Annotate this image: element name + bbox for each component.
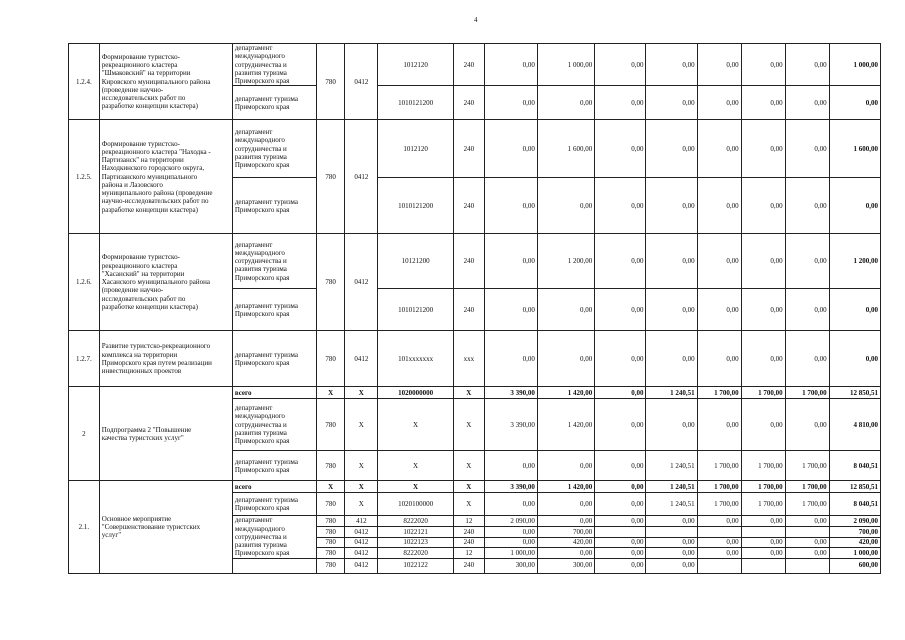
amount-cell: 0,00 (595, 234, 646, 289)
expense-type-cell: 240 (453, 44, 484, 86)
total-amount-cell: 1 600,00 (829, 120, 880, 178)
amount-cell (785, 558, 829, 573)
section-code-cell: 0412 (345, 120, 378, 234)
grbs-cell: X (316, 481, 345, 493)
amount-cell: 0,00 (537, 289, 594, 331)
amount-cell: 0,00 (741, 548, 785, 558)
amount-cell: 300,00 (537, 558, 594, 573)
measure-name-cell: Формирование туристско- рекреационного кластера "Хасанский" на территории Хасанского муниципального района (проведение научно- исследовательских работ по разработке концепции кластера) (99, 234, 232, 331)
amount-cell (697, 527, 741, 537)
total-amount-cell: 1 200,00 (829, 234, 880, 289)
amount-cell: 1 700,00 (697, 451, 741, 481)
grbs-cell: 780 (316, 120, 345, 234)
amount-cell: 0,00 (697, 86, 741, 120)
section-code-cell: X (345, 481, 378, 493)
amount-cell: 1 600,00 (537, 120, 594, 178)
amount-cell: 1 700,00 (741, 451, 785, 481)
section-code-cell: X (345, 399, 378, 451)
row-number-cell: 2 (69, 387, 100, 481)
expense-type-cell: X (453, 481, 484, 493)
amount-cell: 0,00 (697, 537, 741, 547)
amount-cell: 1 700,00 (741, 387, 785, 399)
amount-cell: 1 700,00 (741, 493, 785, 516)
amount-cell: 0,00 (785, 86, 829, 120)
target-article-cell: 1022122 (378, 558, 454, 573)
amount-cell: 0,00 (484, 537, 537, 547)
amount-cell: 0,00 (484, 493, 537, 516)
amount-cell: 0,00 (741, 120, 785, 178)
amount-cell: 1 240,51 (646, 451, 697, 481)
amount-cell: 0,00 (537, 178, 594, 234)
amount-cell (785, 527, 829, 537)
amount-cell: 0,00 (785, 548, 829, 558)
expense-type-cell: 240 (453, 86, 484, 120)
amount-cell: 0,00 (785, 234, 829, 289)
amount-cell: 0,00 (646, 331, 697, 387)
amount-cell: 0,00 (697, 516, 741, 527)
amount-cell: 0,00 (785, 399, 829, 451)
measure-name-cell: Основное мероприятие "Совершенствование туристских услуг" (99, 481, 232, 573)
expense-type-cell: xxx (453, 331, 484, 387)
amount-cell: 0,00 (484, 289, 537, 331)
total-amount-cell: 12 850,51 (829, 481, 880, 493)
table-row (69, 234, 881, 289)
expense-type-cell: 12 (453, 516, 484, 527)
amount-cell: 1 240,51 (646, 387, 697, 399)
grbs-cell: 780 (316, 493, 345, 516)
target-article-cell: 8222020 (378, 516, 454, 527)
target-article-cell: 1012120 (378, 120, 454, 178)
total-amount-cell: 8 040,51 (829, 451, 880, 481)
executor-cell: всего (232, 481, 316, 493)
expense-type-cell: 240 (453, 527, 484, 537)
executor-cell: департамент международного сотрудничества и развития туризма Приморского края (232, 120, 316, 178)
total-amount-cell: 1 000,00 (829, 44, 880, 86)
amount-cell: 0,00 (646, 558, 697, 573)
amount-cell: 0,00 (595, 516, 646, 527)
expense-type-cell: X (453, 493, 484, 516)
executor-cell (232, 558, 316, 573)
measure-name-cell: Развитие туристско-рекреационного комплекса на территории Приморского края путем реализации инвестиционных проектов (99, 331, 232, 387)
amount-cell (646, 527, 697, 537)
amount-cell: 2 090,00 (484, 516, 537, 527)
grbs-cell: 780 (316, 548, 345, 558)
section-code-cell: 0412 (345, 44, 378, 120)
amount-cell: 0,00 (537, 86, 594, 120)
amount-cell: 0,00 (595, 178, 646, 234)
executor-cell: департамент международного сотрудничества и развития туризма Приморского края (232, 516, 316, 558)
amount-cell: 1 700,00 (785, 387, 829, 399)
amount-cell: 0,00 (484, 234, 537, 289)
amount-cell: 0,00 (785, 178, 829, 234)
amount-cell (741, 558, 785, 573)
expense-type-cell: X (453, 399, 484, 451)
amount-cell: 0,00 (646, 516, 697, 527)
total-amount-cell: 12 850,51 (829, 387, 880, 399)
amount-cell: 0,00 (741, 234, 785, 289)
row-number-cell: 1.2.6. (69, 234, 100, 331)
amount-cell (595, 527, 646, 537)
amount-cell: 0,00 (646, 399, 697, 451)
measure-name-cell: Формирование туристско- рекреационного кластера "Шмаковский" на территории Кировского муниципального района (проведение научно- исследовательских работ по разработке концепции кластера) (99, 44, 232, 120)
target-article-cell: 1022121 (378, 527, 454, 537)
amount-cell: 1 700,00 (697, 387, 741, 399)
measure-name-cell: Формирование туристско- рекреационного кластера "Находка - Партизанск" на территории Находкинского городского округа, Партизанского муниципального района и Лазовского муниципального района (проведение научно-исследовательских работ по разработке концепции кластера) (99, 120, 232, 234)
expense-type-cell: X (453, 387, 484, 399)
total-amount-cell: 0,00 (829, 331, 880, 387)
grbs-cell: 780 (316, 331, 345, 387)
amount-cell: 0,00 (484, 178, 537, 234)
section-code-cell: 0412 (345, 527, 378, 537)
target-article-cell: 1020100000 (378, 493, 454, 516)
target-article-cell: X (378, 399, 454, 451)
amount-cell: 0,00 (785, 516, 829, 527)
amount-cell: 0,00 (595, 86, 646, 120)
total-amount-cell: 700,00 (829, 527, 880, 537)
amount-cell: 0,00 (646, 289, 697, 331)
amount-cell: 0,00 (595, 44, 646, 86)
budget-table (68, 43, 881, 574)
measure-name-cell: Подпрограмма 2 "Повышение качества туристских услуг" (99, 387, 232, 481)
amount-cell: 0,00 (646, 548, 697, 558)
amount-cell: 0,00 (741, 86, 785, 120)
amount-cell: 0,00 (741, 289, 785, 331)
total-amount-cell: 8 040,51 (829, 493, 880, 516)
amount-cell: 0,00 (741, 516, 785, 527)
amount-cell: 1 000,00 (484, 548, 537, 558)
amount-cell: 0,00 (595, 548, 646, 558)
target-article-cell: 1010121200 (378, 289, 454, 331)
executor-cell: департамент туризма Приморского края (232, 493, 316, 516)
amount-cell: 0,00 (595, 331, 646, 387)
amount-cell: 0,00 (697, 548, 741, 558)
executor-cell: департамент туризма Приморского края (232, 451, 316, 481)
expense-type-cell: 240 (453, 289, 484, 331)
amount-cell: 3 390,00 (484, 481, 537, 493)
executor-cell: департамент международного сотрудничества и развития туризма Приморского края (232, 399, 316, 451)
row-number-cell: 1.2.7. (69, 331, 100, 387)
amount-cell: 0,00 (484, 120, 537, 178)
row-number-cell: 2.1. (69, 481, 100, 573)
amount-cell (697, 558, 741, 573)
total-amount-cell: 600,00 (829, 558, 880, 573)
amount-cell: 0,00 (741, 178, 785, 234)
section-code-cell: 0412 (345, 537, 378, 547)
amount-cell: 0,00 (595, 289, 646, 331)
amount-cell: 1 000,00 (537, 44, 594, 86)
executor-cell: департамент туризма Приморского края (232, 331, 316, 387)
grbs-cell: 780 (316, 558, 345, 573)
amount-cell: 0,00 (646, 86, 697, 120)
amount-cell: 420,00 (537, 537, 594, 547)
amount-cell: 0,00 (595, 399, 646, 451)
section-code-cell: X (345, 493, 378, 516)
amount-cell: 1 700,00 (697, 493, 741, 516)
amount-cell: 0,00 (697, 331, 741, 387)
target-article-cell: 1010121200 (378, 178, 454, 234)
total-amount-cell: 4 810,00 (829, 399, 880, 451)
amount-cell: 0,00 (741, 44, 785, 86)
amount-cell: 0,00 (741, 537, 785, 547)
expense-type-cell: 240 (453, 234, 484, 289)
amount-cell: 0,00 (595, 481, 646, 493)
table-row (69, 120, 881, 178)
amount-cell: 0,00 (595, 493, 646, 516)
executor-cell: всего (232, 387, 316, 399)
section-code-cell: 0412 (345, 234, 378, 331)
grbs-cell: 780 (316, 44, 345, 120)
amount-cell: 0,00 (537, 548, 594, 558)
amount-cell: 1 240,51 (646, 481, 697, 493)
amount-cell: 3 390,00 (484, 387, 537, 399)
amount-cell: 0,00 (646, 537, 697, 547)
amount-cell: 0,00 (785, 120, 829, 178)
grbs-cell: 780 (316, 527, 345, 537)
amount-cell: 0,00 (537, 451, 594, 481)
amount-cell: 0,00 (785, 44, 829, 86)
grbs-cell: X (316, 387, 345, 399)
target-article-cell: 1020000000 (378, 387, 454, 399)
target-article-cell: X (378, 451, 454, 481)
amount-cell: 1 200,00 (537, 234, 594, 289)
page-number: 4 (474, 16, 478, 24)
amount-cell: 1 420,00 (537, 481, 594, 493)
amount-cell: 0,00 (697, 44, 741, 86)
target-article-cell: 10121200 (378, 234, 454, 289)
amount-cell: 0,00 (595, 558, 646, 573)
amount-cell (741, 527, 785, 537)
amount-cell: 0,00 (595, 537, 646, 547)
total-amount-cell: 0,00 (829, 178, 880, 234)
amount-cell: 0,00 (697, 178, 741, 234)
total-amount-cell: 0,00 (829, 86, 880, 120)
target-article-cell: 1012120 (378, 44, 454, 86)
section-code-cell: 0412 (345, 548, 378, 558)
amount-cell: 1 700,00 (741, 481, 785, 493)
amount-cell: 0,00 (697, 289, 741, 331)
section-code-cell: 0412 (345, 331, 378, 387)
expense-type-cell: 240 (453, 178, 484, 234)
amount-cell: 1 420,00 (537, 387, 594, 399)
expense-type-cell: 240 (453, 120, 484, 178)
amount-cell: 0,00 (697, 399, 741, 451)
amount-cell: 0,00 (741, 399, 785, 451)
grbs-cell: 780 (316, 451, 345, 481)
target-article-cell: 1010121200 (378, 86, 454, 120)
amount-cell: 0,00 (741, 331, 785, 387)
amount-cell: 300,00 (484, 558, 537, 573)
table-row (69, 481, 881, 493)
section-code-cell: X (345, 451, 378, 481)
grbs-cell: 780 (316, 234, 345, 331)
amount-cell: 0,00 (484, 331, 537, 387)
executor-cell: департамент международного сотрудничества и развития туризма Приморского края (232, 44, 316, 86)
amount-cell: 1 700,00 (785, 481, 829, 493)
grbs-cell: 780 (316, 516, 345, 527)
expense-type-cell: X (453, 451, 484, 481)
amount-cell: 0,00 (697, 120, 741, 178)
table-row (69, 387, 881, 399)
amount-cell: 0,00 (785, 331, 829, 387)
amount-cell: 0,00 (646, 120, 697, 178)
executor-cell: департамент туризма Приморского края (232, 86, 316, 120)
amount-cell: 0,00 (484, 44, 537, 86)
amount-cell: 0,00 (646, 178, 697, 234)
amount-cell: 0,00 (484, 86, 537, 120)
amount-cell: 0,00 (646, 44, 697, 86)
amount-cell: 700,00 (537, 527, 594, 537)
amount-cell: 0,00 (484, 451, 537, 481)
total-amount-cell: 420,00 (829, 537, 880, 547)
amount-cell: 3 390,00 (484, 399, 537, 451)
amount-cell: 0,00 (646, 234, 697, 289)
row-number-cell: 1.2.4. (69, 44, 100, 120)
amount-cell: 1 700,00 (697, 481, 741, 493)
section-code-cell: 0412 (345, 558, 378, 573)
amount-cell: 1 420,00 (537, 399, 594, 451)
expense-type-cell: 240 (453, 537, 484, 547)
amount-cell: 0,00 (537, 331, 594, 387)
amount-cell: 0,00 (595, 387, 646, 399)
total-amount-cell: 0,00 (829, 289, 880, 331)
total-amount-cell: 2 090,00 (829, 516, 880, 527)
amount-cell: 0,00 (537, 493, 594, 516)
grbs-cell: 780 (316, 399, 345, 451)
amount-cell: 0,00 (484, 527, 537, 537)
target-article-cell: 1022123 (378, 537, 454, 547)
amount-cell: 1 700,00 (785, 493, 829, 516)
grbs-cell: 780 (316, 537, 345, 547)
target-article-cell: 8222020 (378, 548, 454, 558)
amount-cell: 0,00 (785, 537, 829, 547)
row-number-cell: 1.2.5. (69, 120, 100, 234)
expense-type-cell: 12 (453, 548, 484, 558)
target-article-cell: X (378, 481, 454, 493)
amount-cell: 0,00 (697, 234, 741, 289)
expense-type-cell: 240 (453, 558, 484, 573)
amount-cell: 0,00 (595, 451, 646, 481)
executor-cell: департамент туризма Приморского края (232, 289, 316, 331)
table-row (69, 44, 881, 86)
amount-cell: 1 700,00 (785, 451, 829, 481)
amount-cell: 1 240,51 (646, 493, 697, 516)
section-code-cell: X (345, 387, 378, 399)
table-row (69, 331, 881, 387)
amount-cell: 0,00 (537, 516, 594, 527)
amount-cell: 0,00 (595, 120, 646, 178)
target-article-cell: 101xxxxxxx (378, 331, 454, 387)
amount-cell: 0,00 (785, 289, 829, 331)
executor-cell: департамент международного сотрудничества и развития туризма Приморского края (232, 234, 316, 289)
executor-cell: департамент туризма Приморского края (232, 178, 316, 234)
section-code-cell: 412 (345, 516, 378, 527)
total-amount-cell: 1 000,00 (829, 548, 880, 558)
